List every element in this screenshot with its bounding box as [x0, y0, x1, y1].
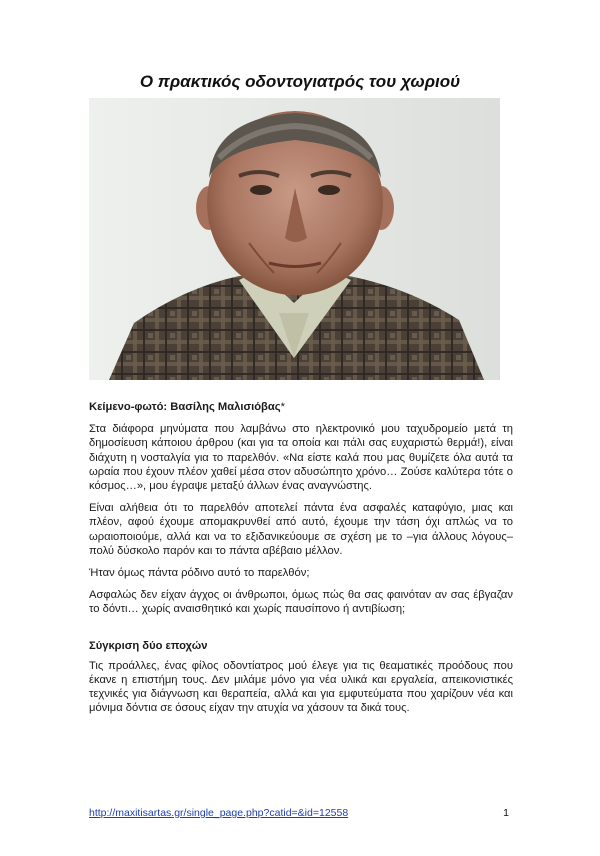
paragraph: Στα διάφορα μηνύματα που λαμβάνω στο ηλεκτρονικό μου ταχυδρομείο μετά τη δημοσίευση κάποιου άρθρου (και για τα οποία και πάλι σας ευχαριστώ θερμά!), είναι διάχυτη η νοσταλγία για το παρελθόν. «Να είστε καλά που μας θυμίζετε όλα αυτά τα ωραία που έχουν πλέον χαθεί μέσα στον αδυσώπητο χρόνο… Ζούσε καλύτερα τότε ο κόσμος…», μου έγραψε μεταξύ άλλων ένας αναγνώστης. [89, 423, 513, 493]
source-link[interactable]: http://maxitisartas.gr/single_page.php?catid=&id=12558 [89, 807, 349, 819]
page-footer [89, 807, 513, 819]
portrait-photo [89, 98, 500, 380]
paragraph: Τις προάλλες, ένας φίλος οδοντίατρος μού έλεγε για τις θεαματικές προόδους που έκανε η επιστήμη τους. Δεν μιλάμε μόνο για νέα υλικά και εργαλεία, απεικονιστικές τεχνικές για διάγνωση και θεραπεία, αλλά και για εμφυτεύματα που χαρίζουν νέα και μόνιμα δόντια σε όσους είχαν την ατυχία να χάσουν τα δικά τους. [89, 659, 513, 715]
article-body [89, 400, 513, 724]
byline-footnote-marker: * [280, 401, 285, 413]
paragraph: Ασφαλώς δεν είχαν άγχος οι άνθρωποι, όμως πώς θα σας φαινόταν αν σας έβγαζαν το δόντι… χωρίς αναισθητικό και χωρίς παυσίπονο ή αντιβίωση; [89, 589, 513, 616]
byline [89, 400, 513, 414]
paragraph: Είναι αλήθεια ότι το παρελθόν αποτελεί πάντα ένα ασφαλές καταφύγιο, μιας και πλέον, αφού έχουμε απομακρυνθεί από αυτό, έχουμε την τάση όχι απλώς να το ωραιοποιούμε, αλλά και να το εξιδανικεύουμε σε σχέση με το –για άλλους λόγους–πολύ δύσκολο παρόν και το πάντα αβέβαιο μέλλον. [89, 502, 513, 557]
page-number: 1 [503, 807, 509, 819]
paragraph: Ήταν όμως πάντα ρόδινο αυτό το παρελθόν; [89, 567, 310, 580]
byline-label: Κείμενο-φωτό: Βασίλης Μαλισιόβας [89, 401, 281, 413]
section-heading: Σύγκριση δύο εποχών [89, 639, 208, 652]
article-title: Ο πρακτικός οδοντογιατρός του χωριού [139, 72, 461, 91]
